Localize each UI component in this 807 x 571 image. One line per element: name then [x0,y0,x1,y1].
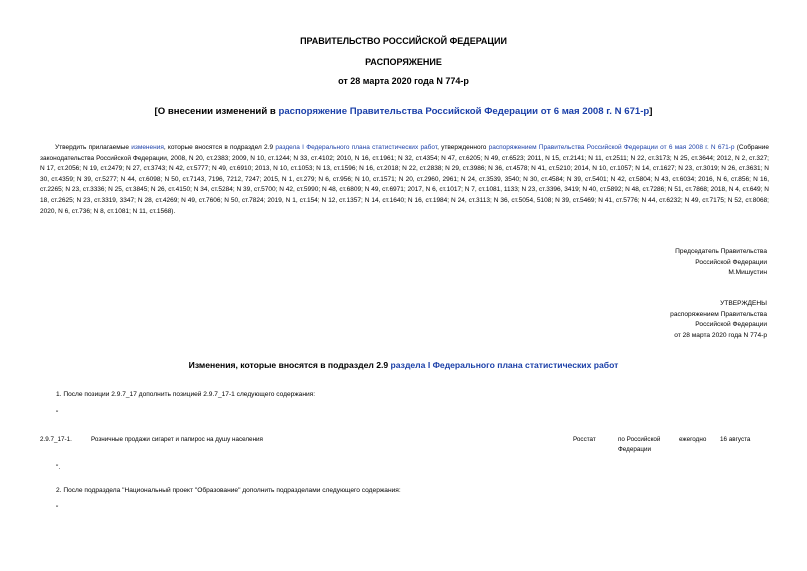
main-paragraph [40,143,769,217]
para-text-b: , которые вносятся в подраздел 2.9 [163,144,276,151]
table-cell-deadline: 16 августа [720,436,751,443]
change-item-2: 2. После подраздела "Национальный проект "Образование" дополнить подразделами следующего содержания: [56,487,401,494]
changes-title-prefix: Изменения, которые вносятся в подраздел 2.9 [188,360,391,370]
approval-block [670,299,767,342]
change-item-1: 1. После позиции 2.9.7_17 дополнить позицией 2.9.7_17-1 следующего содержания: [56,391,316,398]
government-heading: ПРАВИТЕЛЬСТВО РОССИЙСКОЙ ФЕДЕРАЦИИ [300,36,507,46]
quote-close: ". [56,464,61,471]
approval-line: распоряжением Правительства [670,310,767,318]
para-text-c: , утвержденного [437,144,489,151]
signature-line: Российской Федерации [695,258,767,266]
order-link[interactable]: распоряжением Правительства Российской Федерации от 6 мая 2008 г. N 671-р [488,144,735,151]
para-text-a: Утвердить прилагаемые [55,144,132,151]
changes-link[interactable]: изменения [131,144,164,151]
table-cell-code: 2.9.7_17-1. [40,436,72,443]
doc-title [0,106,807,117]
doc-title-prefix: [О внесении изменений в [154,106,279,117]
signature-line: Председатель Правительства [675,248,767,255]
table-cell-name: Розничные продажи сигарет и папирос на душу населения [91,436,263,443]
doc-title-suffix: ] [649,106,653,117]
plan-section-link[interactable]: раздела I Федерального плана статистических работ [275,144,438,151]
table-cell-scope: по Российской Федерации [618,436,661,453]
signature-name: М.Мишустин [728,269,767,277]
quote-open-2: " [56,505,59,512]
doc-type-heading: РАСПОРЯЖЕНИЕ [365,57,442,67]
doc-date: от 28 марта 2020 года N 774-р [338,76,469,86]
approval-line: от 28 марта 2020 года N 774-р [674,332,767,340]
approval-line: Российской Федерации [695,321,767,329]
changes-title [0,360,807,370]
table-cell-frequency: ежегодно [679,436,707,443]
approval-line: УТВЕРЖДЕНЫ [720,300,767,307]
table-cell-agency: Росстат [573,436,596,443]
quote-open: " [56,410,59,417]
signature-block [675,247,767,279]
para-text-d: (Собрание законодательства Российской Федерации, 2008, N 20, ст.2383; 2009, N 10, ст.1244; N 33, ст.4102; 2010, N 16, ст.1961; N 32, ст.4354; N 47, ст.6205; N 49, ст.6523; 2011, N 15, ст.2141; N 11, ст.2511; N 22, ст.3173; N 25, ст.3644; 2012, N 2, ст.327; N 17, ст.2056; N 19, ст.2479; N 27, ст.3743; N 42, ст.5777; N 49, ст.6910; 2013, N 10, ст.1053; N 13, ст.1596; N 16, ст.2018; N 22, ст.2838; N 29, ст.3986; N 36, ст.4578; N 41, ст.5210; 2014, N 10, ст.1057; N 14, ст.1627; N 23, ст.3019; N 26, ст.3631; N 30, ст.4359; N 39, ст.5277; N 44, ст.6098; N 50, ст.7143, 7196, 7212, 7247; 2015, N 1, ст.279; N 6, ст.956; N 10, ст.1571; N 20, ст.2960, 2961; N 24, ст.3539, 3540; N 30, ст.4584; N 39, ст.5401; N 42, ст.5804; N 43, ст.6034; 2016, N 6, ст.856; N 16, ст.2265; N 23, ст.3336; N 25, ст.3845; N 26, ст.4150; N 34, ст.5284; N 39, ст.5700; N 42, ст.5990; N 48, ст.6809; N 49, ст.6971; 2017, N 6, ст.1017; N 7, ст.1081, 1133; N 23, ст.3396, 3419; N 40, ст.5892; N 48, ст.7286; N 51, ст.7868; 2018, N 4, ст.649; N 18, ст.2625; N 23, ст.3319, 3347; N 28, ст.4269; N 49, ст.7606; N 50, ст.7824; 2019, N 1, ст.154; N 12, ст.1357; N 14, ст.1640; N 16, ст.1984; N 24, ст.3113; N 36, ст.5054, 5108; N 39, ст.5469; N 41, ст.5776; N 44, ст.6232; N 49, ст.7175; N 52, ст.8068; 2020, N 6, ст.736; N 8, ст.1081; N 11, ст.1568). [40,144,769,215]
doc-title-link[interactable]: распоряжение Правительства Российской Федерации от 6 мая 2008 г. N 671-р [278,106,650,117]
changes-title-link[interactable]: раздела I Федерального плана статистических работ [390,360,619,370]
